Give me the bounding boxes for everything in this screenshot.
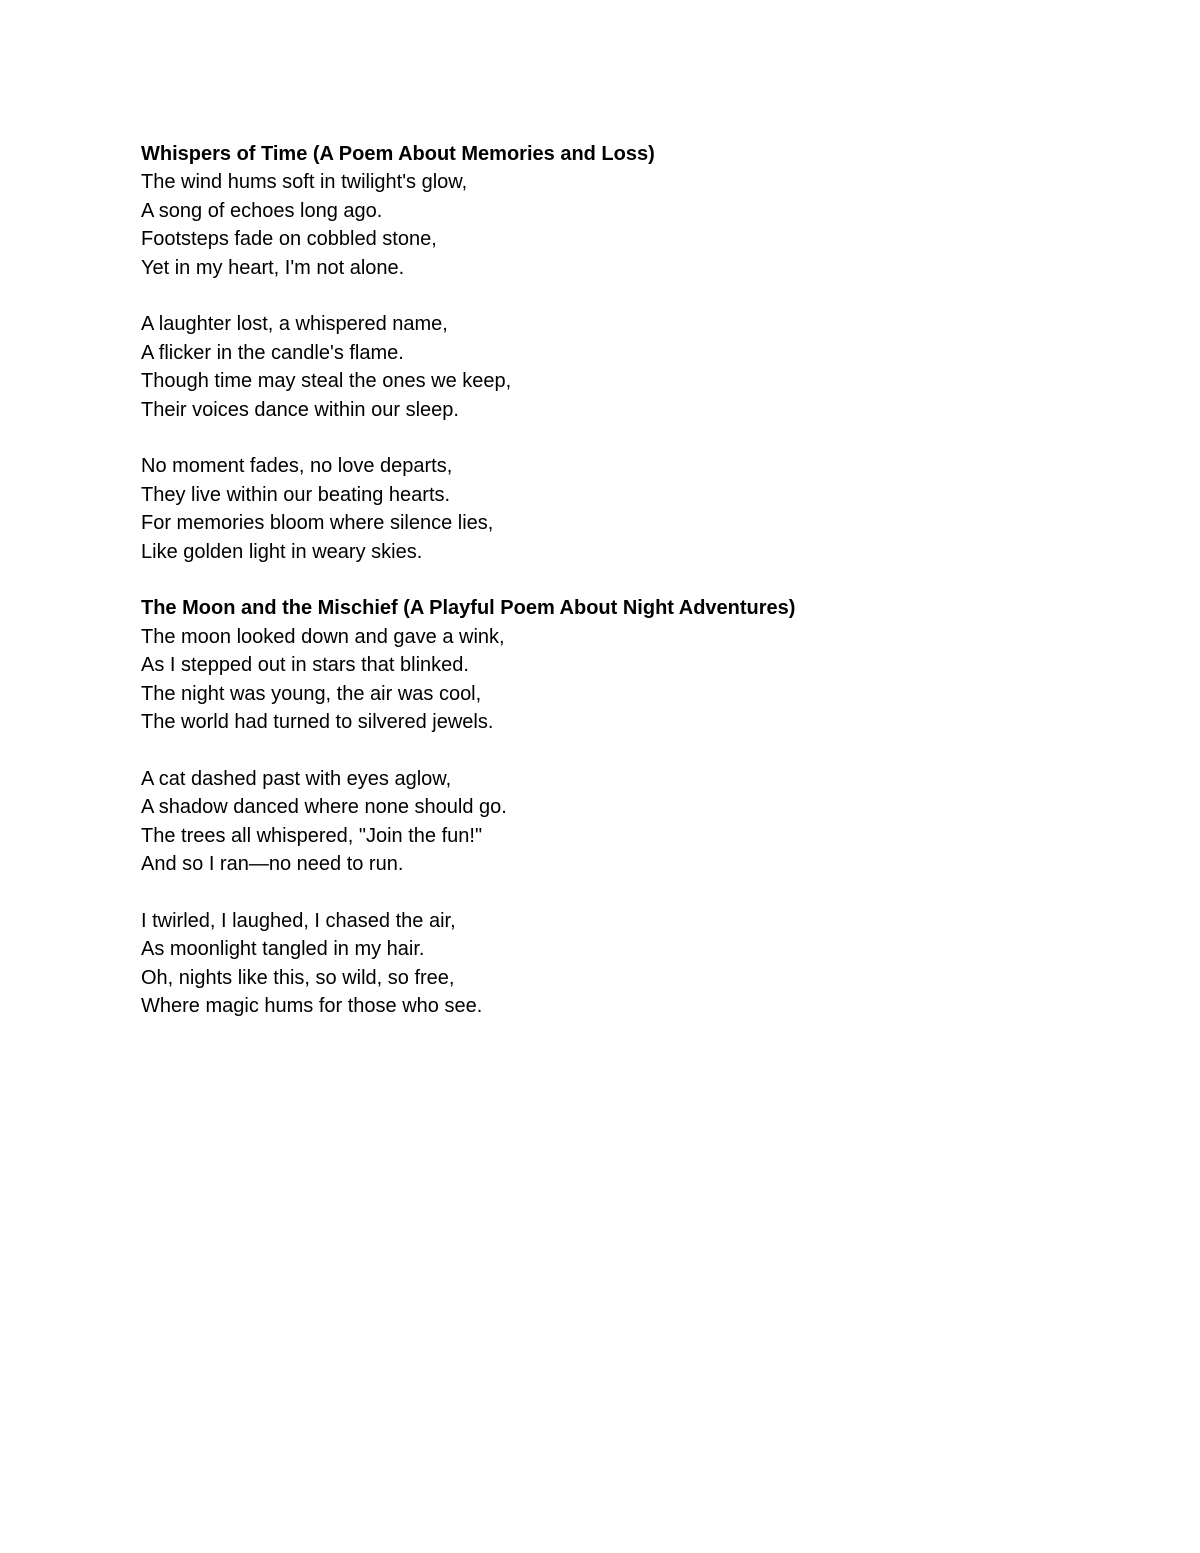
poem-line: They live within our beating hearts. — [141, 483, 451, 506]
stanza — [141, 623, 1041, 737]
stanza — [141, 765, 1041, 879]
poem-line: The wind hums soft in twilight's glow, — [141, 171, 468, 194]
poem-line: I twirled, I laughed, I chased the air, — [141, 909, 456, 932]
poem-line: The trees all whispered, "Join the fun!" — [141, 824, 483, 847]
stanza — [141, 310, 1041, 424]
poem-line: Oh, nights like this, so wild, so free, — [141, 966, 455, 989]
poem-line: And so I ran—no need to run. — [141, 853, 404, 876]
poem-line: A laughter lost, a whispered name, — [141, 313, 448, 336]
poem-line: Yet in my heart, I'm not alone. — [141, 256, 405, 279]
poem-line: Where magic hums for those who see. — [141, 995, 483, 1018]
stanza — [141, 168, 1041, 282]
poem-moon-and-mischief — [141, 594, 1041, 1020]
poem-line: A flicker in the candle's flame. — [141, 341, 404, 364]
poem-title: The Moon and the Mischief (A Playful Poem About Night Adventures) — [141, 597, 796, 620]
poem-line: The moon looked down and gave a wink, — [141, 625, 505, 648]
poem-line: Footsteps fade on cobbled stone, — [141, 228, 437, 251]
poem-line: No moment fades, no love departs, — [141, 455, 453, 478]
poem-line: The world had turned to silvered jewels. — [141, 711, 494, 734]
stanza — [141, 452, 1041, 566]
poem-line: Though time may steal the ones we keep, — [141, 370, 512, 393]
poem-line: For memories bloom where silence lies, — [141, 512, 494, 535]
poem-title: Whispers of Time (A Poem About Memories and Loss) — [141, 143, 655, 165]
poem-line: The night was young, the air was cool, — [141, 682, 482, 705]
poem-line: Their voices dance within our sleep. — [141, 398, 459, 421]
poem-line: A shadow danced where none should go. — [141, 796, 507, 819]
poem-line: A cat dashed past with eyes aglow, — [141, 767, 452, 790]
poem-line: As I stepped out in stars that blinked. — [141, 654, 469, 677]
document-body — [141, 140, 1041, 1049]
poem-whispers-of-time — [141, 140, 1041, 566]
poem-line: As moonlight tangled in my hair. — [141, 938, 425, 961]
stanza — [141, 907, 1041, 1021]
poem-line: Like golden light in weary skies. — [141, 540, 423, 563]
poem-line: A song of echoes long ago. — [141, 199, 383, 222]
